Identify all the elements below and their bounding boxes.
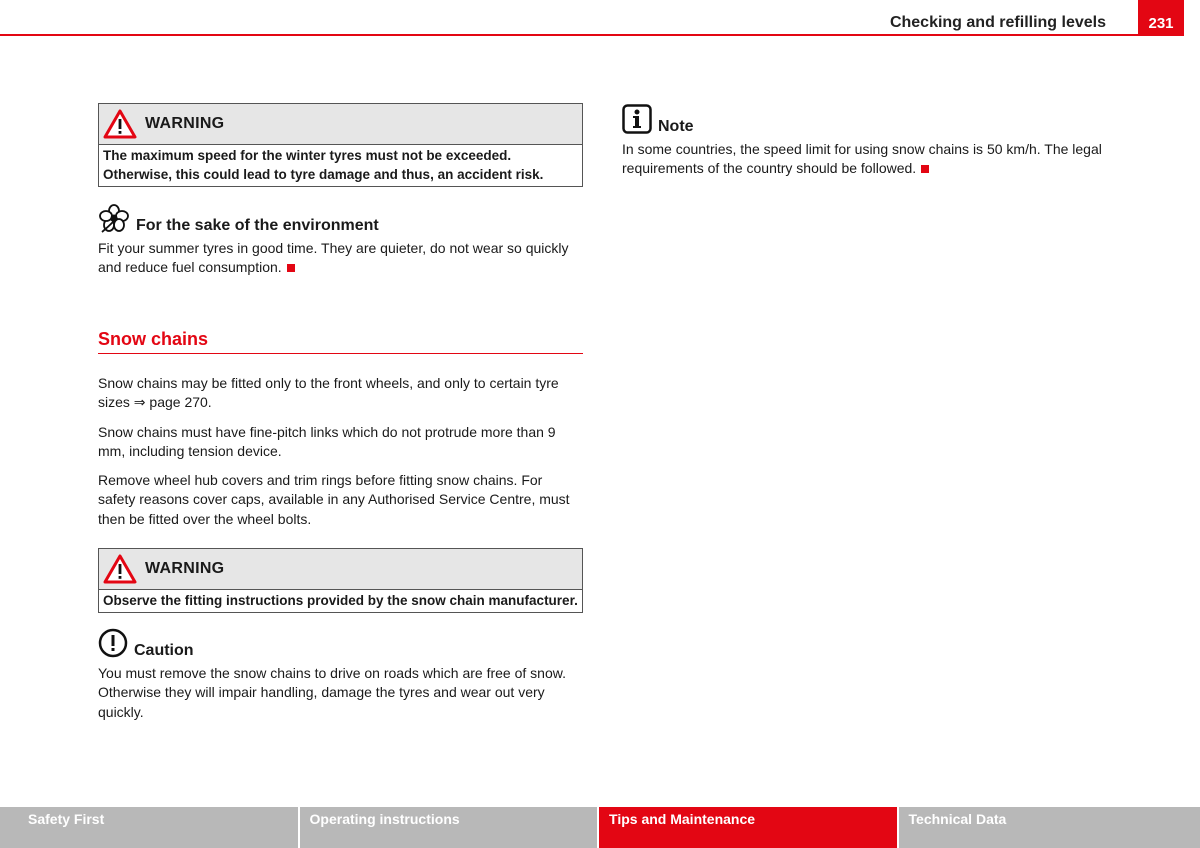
environment-title: For the sake of the environment [136, 217, 379, 234]
warning-box-fitting [98, 548, 583, 613]
caution-text: You must remove the snow chains to drive on roads which are free of snow. Otherwise they will impair handling, damage the tyres and wear out very quickly. [98, 665, 566, 720]
caution-section [98, 628, 583, 722]
note-text: In some countries, the speed limit for using snow chains is 50 km/h. The legal requirements of the country should be followed. [622, 141, 1102, 177]
warning-header [99, 549, 582, 590]
paragraph: Remove wheel hub covers and trim rings before fitting snow chains. For safety reasons cover caps, available in any Authorised Service Centre, must then be fitted over the wheel bolts. [98, 472, 570, 527]
info-icon [622, 104, 652, 134]
snow-chains-body [98, 374, 583, 529]
environment-text: Fit your summer tyres in good time. They are quieter, do not wear so quickly and reduce fuel consumption. [98, 240, 569, 276]
warning-text: Observe the fitting instructions provided by the snow chain manufacturer. [103, 593, 578, 608]
chapter-title: Checking and refilling levels [889, 14, 1106, 31]
warning-triangle-icon [103, 554, 137, 584]
note-title: Note [658, 118, 694, 135]
warning-triangle-icon [103, 109, 137, 139]
warning-title: WARNING [145, 560, 225, 577]
paragraph: Snow chains may be fitted only to the front wheels, and only to certain tyre sizes ⇒ page 270. [98, 375, 559, 411]
flower-environment-icon [98, 203, 130, 233]
end-marker-icon [921, 165, 929, 173]
warning-header [99, 104, 582, 145]
footer-nav [0, 807, 1200, 848]
warning-text: The maximum speed for the winter tyres must not be exceeded. Otherwise, this could lead to tyre damage and thus, an accident risk. [103, 148, 544, 182]
page-number: 231 [1138, 0, 1184, 36]
tab-technical-data[interactable]: Technical Data [899, 807, 1200, 848]
header-rule [0, 34, 1138, 36]
tab-operating-instructions[interactable]: Operating instructions [300, 807, 598, 848]
warning-title: WARNING [145, 115, 225, 132]
caution-exclamation-icon [98, 628, 128, 658]
caution-title: Caution [134, 642, 194, 659]
section-title-snow-chains: Snow chains [98, 329, 583, 354]
environment-section [98, 203, 583, 278]
tab-tips-and-maintenance[interactable]: Tips and Maintenance [599, 807, 897, 848]
end-marker-icon [287, 264, 295, 272]
warning-box-speed [98, 103, 583, 187]
tab-safety-first[interactable]: Safety First [0, 807, 298, 848]
paragraph: Snow chains must have fine-pitch links which do not protrude more than 9 mm, including tension device. [98, 423, 556, 459]
note-section [622, 104, 1112, 179]
